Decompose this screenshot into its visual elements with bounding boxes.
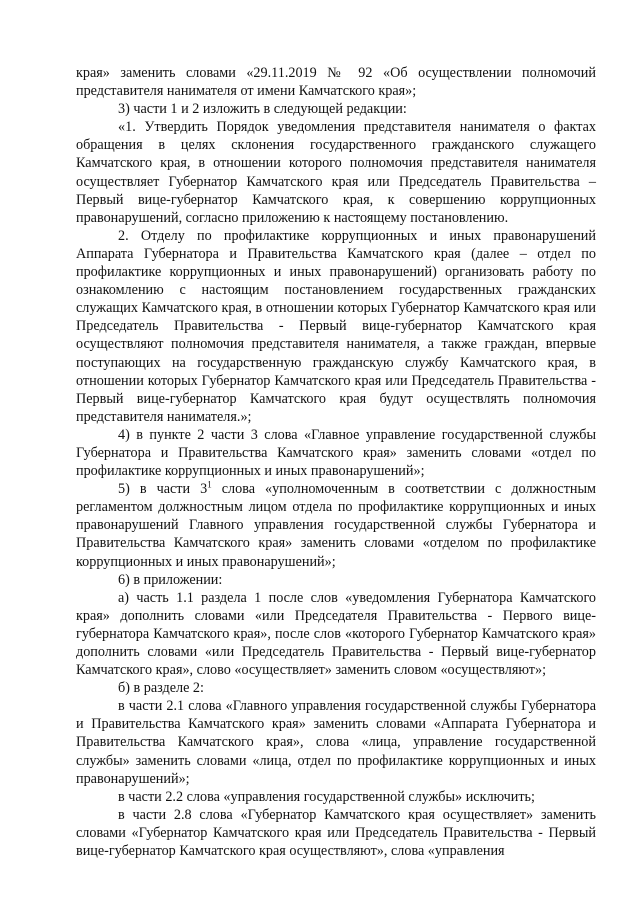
paragraph-item-5 — [76, 480, 596, 570]
document-page — [76, 64, 596, 860]
paragraph-continuation: края» заменить словами «29.11.2019 № 92 «Об осуществлении полномочий представителя нанимателя от имени Камчатского края»; — [76, 65, 596, 100]
paragraph-clause-1: «1. Утвердить Порядок уведомления представителя нанимателя о фактах обращения в целях склонения государственного гражданского служащего Камчатского края, в отношении которого полномочия представителя нанимателя осуществляет Губернатор Камчатского края или Председатель Правительства – Первый вице-губернатор Камчатского края, к совершению коррупционных правонарушений, согласно приложению к настоящему постановлению. — [76, 119, 596, 226]
paragraph-item-6: 6) в приложении: — [118, 571, 223, 588]
paragraph-item-3: 3) части 1 и 2 изложить в следующей редакции: — [118, 101, 407, 118]
item-5-superscript: 1 — [207, 479, 212, 490]
paragraph-clause-2: 2. Отделу по профилактике коррупционных и иных правонарушений Аппарата Губернатора и Правительства Камчатского края (далее – отдел по профилактике коррупционных и иных правонарушений) организовать работу по ознакомлению с настоящим постановлением государственных гражданских служащих Камчатского края, в отношении которых Губернатор Камчатского края или Председатель Правительства - Первый вице-губернатор Камчатского края осуществляют полномочия представителя нанимателя, а также граждан, впервые поступающих на государственную гражданскую службу Камчатского края, в отношении которых Губернатор Камчатского края или Председатель Правительства - Первый вице-губернатор Камчатского края будут осуществлять полномочия представителя нанимателя.»; — [76, 227, 596, 425]
item-5-prefix: 5) в части 3 — [118, 481, 208, 498]
paragraph-subitem-b: б) в разделе 2: — [118, 680, 204, 697]
item-5-body: слова «уполномоченным в соответствии с должностным регламентом должностным лицом отдела по профилактике коррупционных и иных правонарушений Главного управления государственной службы Губернатора и Правительства Камчатского края» заменить словами «отделом по профилактике коррупционных и иных правонарушений»; — [76, 481, 596, 570]
paragraph-item-4: 4) в пункте 2 части 3 слова «Главное управление государственной службы Губернатора и Правительства Камчатского края» заменить словами «отдел по профилактике коррупционных и иных правонарушений»; — [76, 426, 596, 480]
paragraph-subitem-a: а) часть 1.1 раздела 1 после слов «уведомления Губернатора Камчатского края» дополнить словами «или Председателя Правительства - Первого вице-губернатора Камчатского края», после слов «которого Губернатор Камчатского края» дополнить словами «или Председатель Правительства - Первый вице-губернатор Камчатского края», слово «осуществляет» заменить словом «осуществляют»; — [76, 589, 596, 679]
paragraph-part-2-8: в части 2.8 слова «Губернатор Камчатского края осуществляет» заменить словами «Губернатор Камчатского края или Председатель Правительства - Первый вице-губернатор Камчатского края осуществляют», слова «управления — [76, 806, 596, 860]
paragraph-part-2-1: в части 2.1 слова «Главного управления государственной службы Губернатора и Правительства Камчатского края» заменить словами «Аппарата Губернатора и Правительства Камчатского края», слова «лица, управление государственной службы» заменить словами «лица, отдел по профилактике коррупционных и иных правонарушений»; — [76, 698, 596, 787]
paragraph-part-2-2: в части 2.2 слова «управления государственной службы» исключить; — [118, 788, 535, 805]
